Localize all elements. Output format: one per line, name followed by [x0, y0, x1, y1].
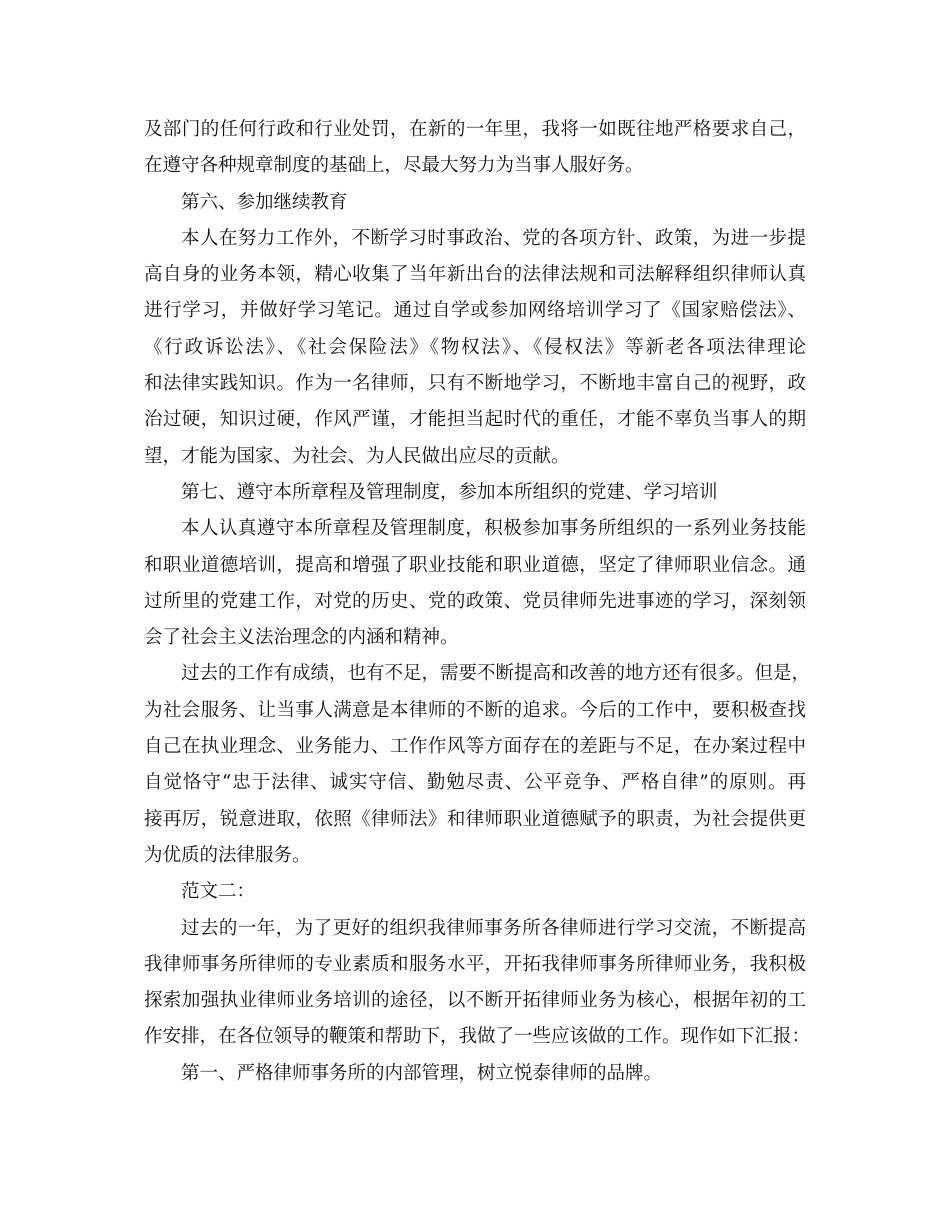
document-body [144, 112, 811, 1092]
section-heading: 第七、遵守本所章程及管理制度，参加本所组织的党建、学习培训 [181, 481, 718, 503]
text-line: 及部门的任何行政和行业处罚，在新的一年里，我将一如既往地严格要求自己， [144, 119, 806, 140]
text-line: 会了社会主义法治理念的内涵和精神。 [144, 627, 459, 649]
text-line: 本人认真遵守本所章程及管理制度，积极参加事务所组织的一系列业务技能 [181, 518, 806, 540]
text-line: 进行学习，并做好学习笔记。通过自学或参加网络培训学习了《国家赔偿法》、 [144, 300, 806, 322]
text-line: 我律师事务所律师的专业素质和服务水平，开拓我律师事务所律师业务，我积极 [144, 953, 806, 975]
text-line: 过所里的党建工作，对党的历史、党的政策、党员律师先进事迹的学习，深刻领 [144, 590, 806, 612]
text-line: 为优质的法律服务。 [144, 844, 311, 866]
section-heading: 第一、严格律师事务所的内部管理，树立悦泰律师的品牌。 [181, 1062, 663, 1084]
section-heading: 第六、参加继续教育 [181, 191, 348, 213]
text-line: 作安排，在各位领导的鞭策和帮助下，我做了一些应该做的工作。现作如下汇报： [144, 1026, 811, 1048]
text-line: 接再厉，锐意进取，依照《律师法》和律师职业道德赋予的职责，为社会提供更 [144, 808, 806, 830]
text-line: 高自身的业务本领，精心收集了当年新出台的法律法规和司法解释组织律师认真 [144, 264, 806, 286]
text-line: 《行政诉讼法》、《社会保险法》《物权法》、《侵权法》等新老各项法律理论 [144, 336, 806, 358]
text-line: 过去的工作有成绩，也有不足，需要不断提高和改善的地方还有很多。但是， [181, 663, 811, 685]
text-line: 为社会服务、让当事人满意是本律师的不断的追求。今后的工作中，要积极查找 [144, 699, 806, 721]
text-line: 过去的一年，为了更好的组织我律师事务所各律师进行学习交流，不断提高 [181, 917, 806, 939]
text-line: 望，才能为国家、为社会、为人民做出应尽的贡献。 [144, 445, 570, 467]
text-line: 自觉恪守“忠于法律、诚实守信、勤勉尽责、公平竞争、严格自律”的原则。再 [144, 772, 806, 794]
section-heading: 范文二： [181, 881, 256, 903]
text-line: 探索加强执业律师业务培训的途径，以不断开拓律师业务为核心，根据年初的工 [144, 990, 806, 1012]
text-line: 和法律实践知识。作为一名律师，只有不断地学习，不断地丰富自己的视野，政 [144, 373, 806, 395]
text-line: 自己在执业理念、业务能力、工作作风等方面存在的差距与不足，在办案过程中 [144, 736, 806, 758]
text-line: 和职业道德培训，提高和增强了职业技能和职业道德，坚定了律师职业信念。通 [144, 554, 806, 576]
text-line: 治过硬，知识过硬，作风严谨，才能担当起时代的重任，才能不辜负当事人的期 [144, 409, 806, 431]
text-line: 本人在努力工作外，不断学习时事政治、党的各项方针、政策，为进一步提 [181, 227, 806, 249]
text-line: 在遵守各种规章制度的基础上，尽最大努力为当事人服好务。 [144, 155, 644, 177]
